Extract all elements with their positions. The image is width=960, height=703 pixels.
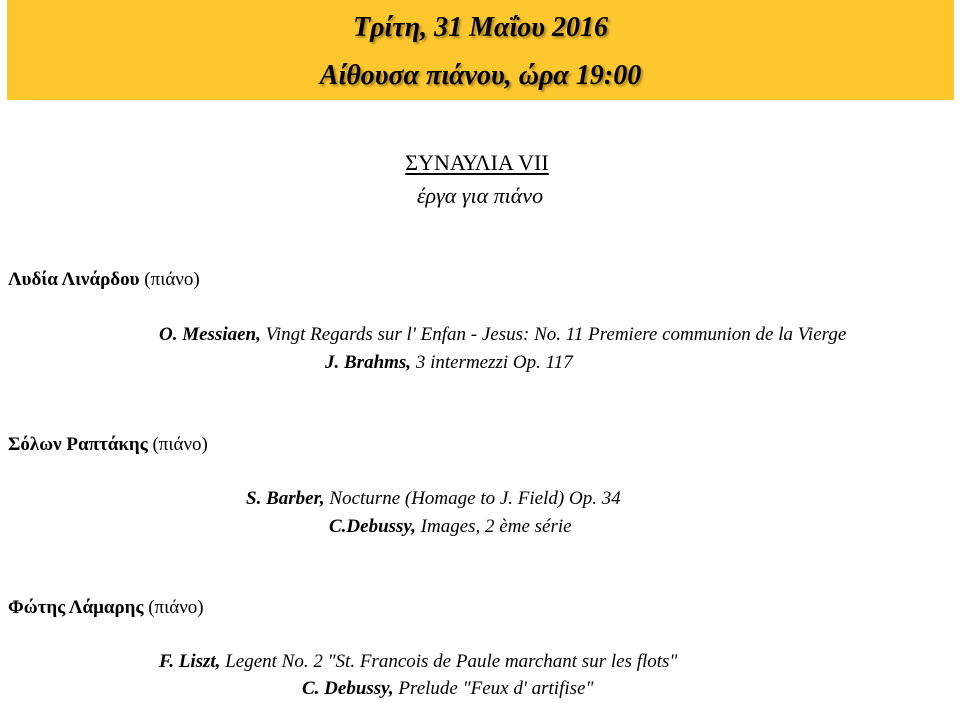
work-title: Vingt Regards sur l' Enfan - Jesus: No. 11 Premiere communion de la Vierge bbox=[265, 324, 847, 345]
work-composer: O. Messiaen, bbox=[159, 324, 261, 345]
concert-title-text: ΣΥΝΑΥΛΙΑ VII bbox=[405, 150, 549, 175]
performer-name: Λυδία Λινάρδου bbox=[8, 269, 140, 290]
work-title: Nocturne (Homage to J. Field) Op. 34 bbox=[329, 488, 621, 509]
concert-subtitle: έργα για πιάνο bbox=[416, 183, 544, 208]
work-composer: C. Debussy, bbox=[302, 678, 394, 699]
venue-and-time: Αίθουσα πιάνου, ώρα 19:00 bbox=[319, 60, 642, 91]
performer-instrument: (πιάνο) bbox=[144, 269, 200, 290]
work-item bbox=[329, 515, 572, 539]
work-item bbox=[302, 677, 593, 701]
work-title: Images, 2 ème série bbox=[420, 516, 572, 537]
performer-instrument: (πιάνο) bbox=[152, 434, 208, 455]
work-composer: S. Barber, bbox=[246, 488, 325, 509]
work-title: Prelude "Feux d' artifise" bbox=[398, 678, 594, 699]
header-banner bbox=[7, 0, 954, 100]
performer-2 bbox=[8, 433, 208, 457]
performer-name: Φώτης Λάμαρης bbox=[8, 597, 144, 618]
performer-1 bbox=[8, 268, 200, 292]
performer-3 bbox=[8, 596, 204, 620]
work-composer: F. Liszt, bbox=[159, 651, 221, 672]
performer-name: Σόλων Ραπτάκης bbox=[8, 434, 148, 455]
work-title: 3 intermezzi Op. 117 bbox=[415, 352, 573, 373]
work-item bbox=[159, 323, 846, 347]
work-composer: J. Brahms, bbox=[325, 352, 412, 373]
work-title: Legent No. 2 "St. Francois de Paule marchant sur les flots" bbox=[225, 651, 678, 672]
performer-instrument: (πιάνο) bbox=[148, 597, 204, 618]
work-item bbox=[325, 351, 573, 375]
work-item bbox=[246, 487, 621, 511]
work-composer: C.Debussy, bbox=[329, 516, 416, 537]
concert-date: Τρίτη, 31 Μαΐου 2016 bbox=[353, 12, 608, 43]
concert-title bbox=[0, 150, 960, 176]
work-item bbox=[159, 650, 677, 674]
